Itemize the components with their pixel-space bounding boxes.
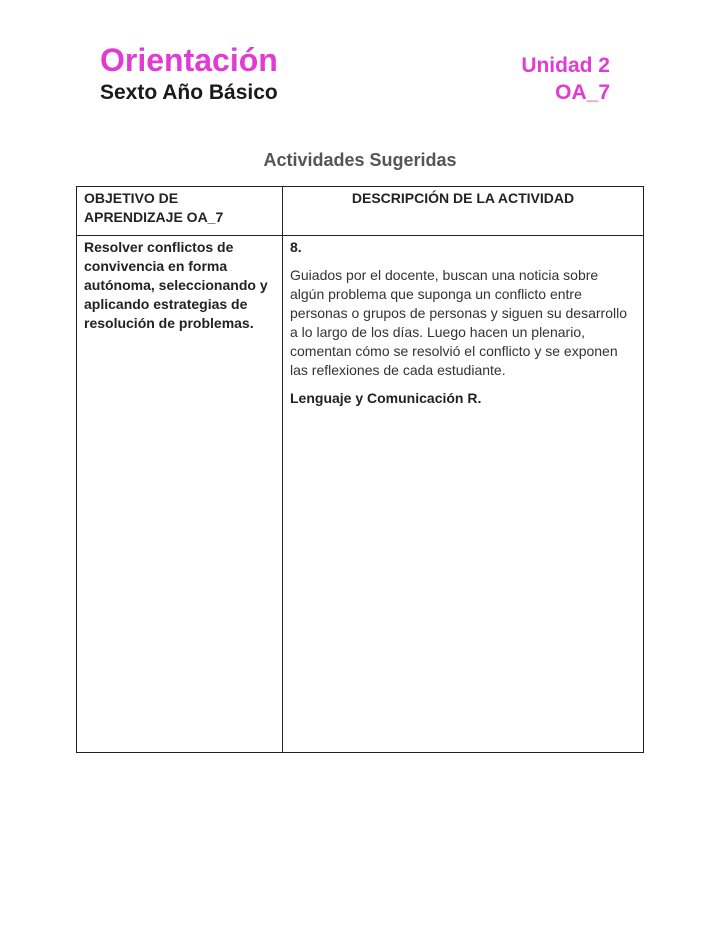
document-header [0,0,720,120]
section-title: Actividades Sugeridas [263,150,457,170]
table-row [77,236,644,753]
oa-label: OA_7 [555,81,610,104]
unit-label: Unidad 2 [521,54,610,77]
document-title: Orientación [100,42,278,78]
document-subtitle: Sexto Año Básico [100,81,278,104]
description-cell [283,236,644,753]
activity-number: 8. [290,239,302,255]
table-header-row [77,187,644,236]
header-objective: OBJETIVO DE APRENDIZAJE OA_7 [77,187,283,236]
header-description: DESCRIPCIÓN DE LA ACTIVIDAD [283,187,644,236]
activity-table [76,186,644,753]
activity-description: Guiados por el docente, buscan una noticia sobre algún problema que suponga un conflicto entre personas o grupos de personas y siguen su desarrollo a lo largo de los días. Luego hacen un plenario, comentan cómo se resolvió el conflicto y se exponen las reflexiones de cada estudiante. [290,267,627,378]
objective-cell: Resolver conflictos de convivencia en forma autónoma, seleccionando y aplicando estrategias de resolución de problemas. [77,236,283,753]
activity-subject: Lenguaje y Comunicación R. [290,390,482,406]
